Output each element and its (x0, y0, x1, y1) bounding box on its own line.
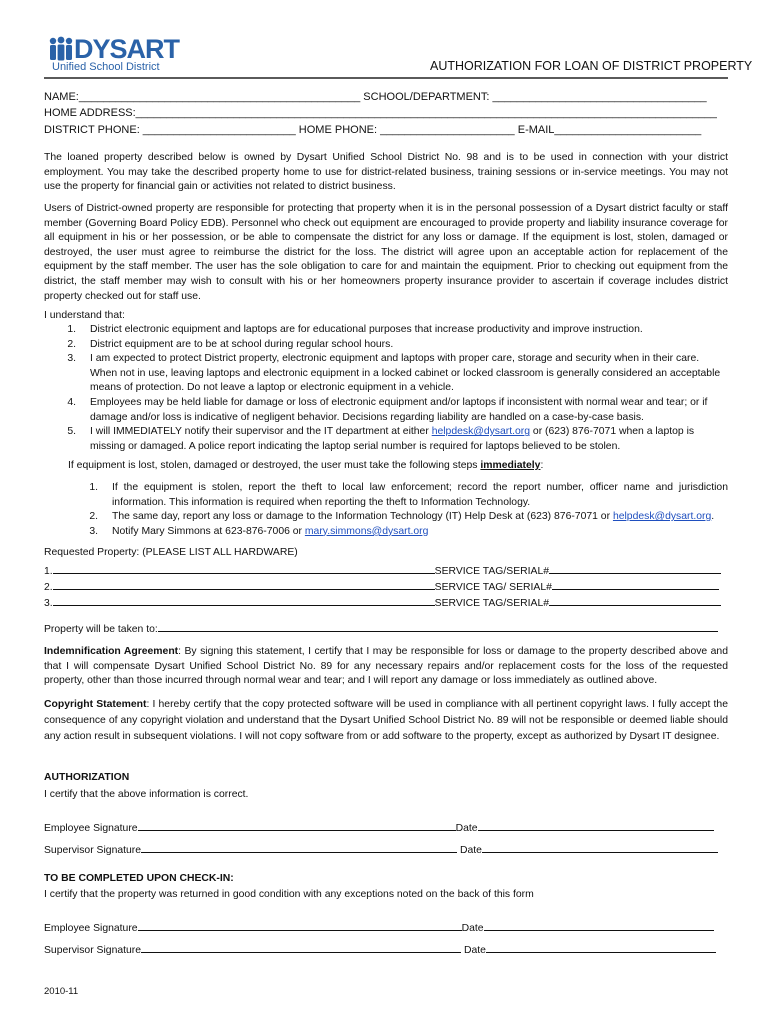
understand-list (44, 323, 728, 454)
list-item: 3. I am expected to protect District property, electronic equipment and laptops with proper care, storage and security when in their care. When not in use, leaving laptops and electronic equipment in a locked cabinet or locked classroom is generally considered an acceptable means of protection. Do not leave a laptop or electronic equipment in a vehicle. (67, 353, 721, 394)
authorization-heading: AUTHORIZATION (44, 772, 130, 783)
list-item: 2. The same day, report any loss or damage to the Information Technology (IT) Help Desk at (623) 876-7071 or helpdesk@dysart.org. (89, 511, 715, 523)
property-field[interactable] (53, 563, 435, 574)
form-revision: 2010-11 (44, 986, 79, 997)
steps-list (68, 481, 728, 539)
requested-heading: Requested Property: (PLEASE LIST ALL HARDWARE) (44, 547, 298, 558)
date-field[interactable] (478, 820, 714, 831)
taken-to-field[interactable] (158, 621, 718, 632)
date-field[interactable] (484, 920, 714, 931)
list-item: 4. Employees may be held liable for damage or loss of electronic equipment and/or laptops if inconsistent with normal wear and tear; or if damage and/or loss is indicative of negligent behavior. Decisions regarding liability are handled on a case-by-case basis. (67, 396, 708, 423)
home-address-line[interactable]: HOME ADDRESS:_______________________________________________________________________________________________ (44, 107, 717, 119)
list-item: 2. District equipment are to be at school during regular school hours. (67, 338, 394, 350)
employee-signature-field[interactable] (138, 820, 456, 831)
supervisor-signature-field[interactable] (141, 942, 461, 953)
name-school-line[interactable]: NAME:______________________________________________ SCHOOL/DEPARTMENT: ___________________________________ (44, 91, 707, 103)
list-item: 1. If the equipment is stolen, report the theft to local law enforcement; record the report number, officer name and jurisdiction information. This information is required when reporting the theft to Information Technology. (89, 482, 728, 508)
helpdesk-email-link[interactable]: helpdesk@dysart.org (431, 426, 531, 438)
property-field[interactable] (53, 579, 435, 590)
checkin-text: I certify that the property was returned in good condition with any exceptions noted on the back of this form (44, 889, 534, 900)
supervisor-signature-row[interactable]: Supervisor Signature Date (44, 842, 718, 859)
responsibility-paragraph: Users of District-owned property are responsible for protecting that property when it is in the personal possession of a Dysart district faculty or staff member (Governing Board Policy EDB). Personnel who check out equipment are encouraged to provide property and liability insurance coverage for all equipment in his or her possession, or be able to compensate the district for any loss or damage. If the equipment is lost, stolen, damaged or destroyed, the user must agree to reimburse the district for the loss. The district will agree upon an acceptable action for replacement of the equipment by the staff member. The user has the sole obligation to care for and maintain the equipment. Prior to checking out equipment from the district, the staff member may wish to consult with his or her homeowners property insurance provider to ascertain if coverage includes district property checked out for staff use. (44, 203, 728, 302)
list-item: 1. District electronic equipment and laptops are for educational purposes that increase productivity and improve instruction. (67, 324, 643, 335)
phone-email-line[interactable]: DISTRICT PHONE: _________________________ HOME PHONE: ______________________ E-MAIL________________________ (44, 124, 702, 136)
title-divider (44, 77, 728, 79)
serial-field[interactable] (549, 595, 721, 606)
property-row[interactable]: 1. SERVICE TAG/SERIAL# (44, 563, 721, 580)
serial-field[interactable] (552, 579, 719, 590)
steps-intro: If equipment is lost, stolen, damaged or destroyed, the user must take the following steps immediately: (68, 460, 544, 471)
logo-wordmark: DYSART (74, 34, 180, 64)
taken-to-row[interactable]: Property will be taken to: (44, 621, 718, 638)
property-row[interactable]: 2. SERVICE TAG/ SERIAL# (44, 579, 719, 596)
property-field[interactable] (53, 595, 435, 606)
employee-signature-row[interactable]: Employee Signature Date (44, 820, 714, 837)
logo-subtitle: Unified School District (52, 61, 160, 73)
checkin-supervisor-row[interactable]: Supervisor Signature Date (44, 942, 716, 959)
list-item: 5. I will IMMEDIATELY notify their supervisor and the IT department at either helpdesk@dysart.org or (623) 876-7071 when a laptop is missing or damaged. A police report indicating the laptop serial number is required for laptops believed to be stolen. (67, 426, 695, 452)
indemnification-paragraph: Indemnification Agreement: By signing this statement, I certify that I may be responsible for loss or damage to the property described above and that I will compensate Dysart Unified School District No. 89 for any necessary repairs and/or replacement costs for the loss of the requested property, other than those incurred through normal wear and tear; and I will report any damage or loss immediately as outlined above. (44, 646, 728, 687)
date-field[interactable] (486, 942, 716, 953)
checkin-heading: TO BE COMPLETED UPON CHECK-IN: (44, 873, 234, 884)
employee-signature-field[interactable] (138, 920, 462, 931)
document-title: AUTHORIZATION FOR LOAN OF DISTRICT PROPERTY (430, 59, 753, 73)
understand-intro: I understand that: (44, 310, 125, 321)
people-icon (48, 36, 76, 62)
ownership-paragraph: The loaned property described below is owned by Dysart Unified School District No. 98 and is to be used in connection with your district employment. You may take the described property home to use for district-related business, training sessions or in-service meetings. You may not use the property for financial gain or activities not related to district business. (44, 152, 728, 193)
copyright-paragraph: Copyright Statement: I hereby certify that the copy protected software will be used in compliance with all pertinent copyright laws. I fully accept the consequence of any copyright violation and understand that the Dysart Unified School District No. 89 will not be responsible or deemed liable should any action result in subsequent violations. I will not copy software from or add software to the property, except as authorized by Dysart IT designee. (44, 699, 728, 742)
checkin-employee-row[interactable]: Employee Signature Date (44, 920, 714, 937)
simmons-email-link[interactable]: mary.simmons@dysart.org (304, 525, 429, 537)
immediately-emphasis: immediately (480, 460, 541, 471)
authorization-text: I certify that the above information is correct. (44, 789, 249, 800)
district-logo (44, 34, 184, 76)
helpdesk-email-link[interactable]: helpdesk@dysart.org (612, 511, 712, 523)
supervisor-signature-field[interactable] (141, 842, 457, 853)
property-row[interactable]: 3. SERVICE TAG/SERIAL# (44, 595, 721, 612)
date-field[interactable] (482, 842, 718, 853)
list-item: 3. Notify Mary Simmons at 623-876-7006 or mary.simmons@dysart.org (89, 525, 429, 537)
serial-field[interactable] (549, 563, 721, 574)
